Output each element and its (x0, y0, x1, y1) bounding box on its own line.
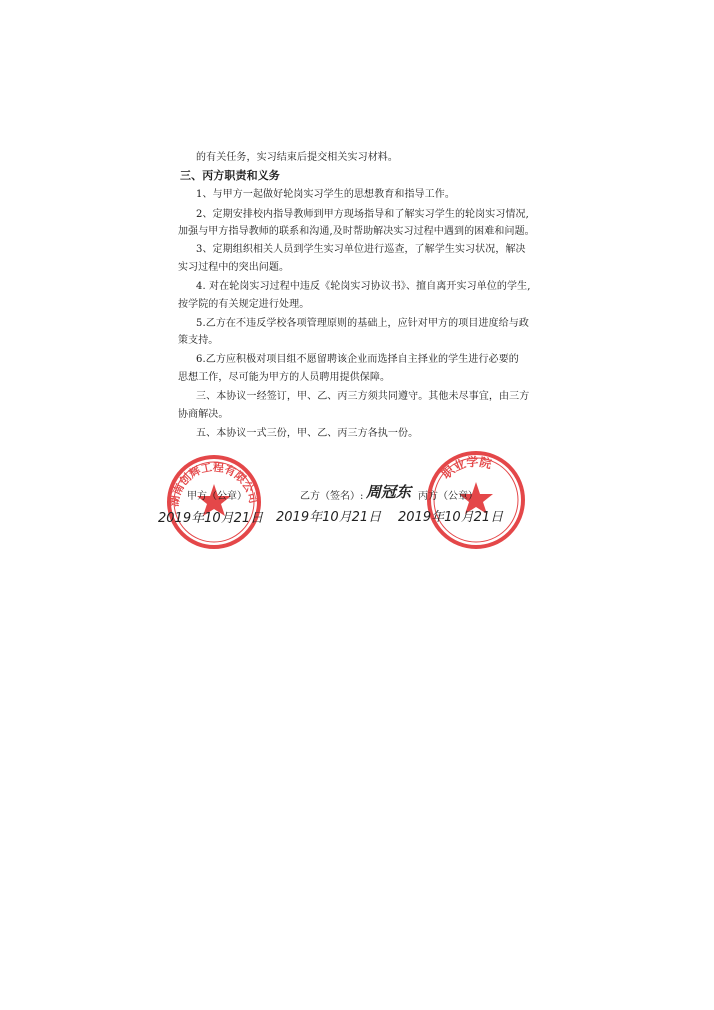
text-line: 4. 对在轮岗实习过程中违反《轮岗实习协议书》、擅自离开实习单位的学生, (196, 281, 531, 292)
party-b-date: 2019年10月21日 (276, 510, 382, 525)
text-line: 6.乙方应积极对项目组不愿留聘该企业而选择自主择业的学生进行必要的 (196, 354, 519, 365)
text-line: 5.乙方在不违反学校各项管理原则的基础上，应针对甲方的项目进度给与政 (196, 318, 529, 329)
text-line: 实习过程中的突出问题。 (178, 262, 290, 273)
text-line: 五、本协议一式三份，甲、乙、丙三方各执一份。 (196, 428, 419, 439)
text-line: 协商解决。 (178, 409, 229, 420)
text-line: 2、定期安排校内指导教师到甲方现场指导和了解实习学生的轮岗实习情况, (196, 209, 529, 220)
company-seal (164, 452, 264, 552)
svg-text:湖南创辉工程有限公司: 湖南创辉工程有限公司 (167, 460, 261, 508)
party-b-signature: 周冠东 (366, 483, 412, 501)
party-b-label: 乙方（签名）: (300, 491, 364, 502)
text-line: 加强与甲方指导教师的联系和沟通,及时帮助解决实习过程中遇到的困难和问题。 (178, 226, 535, 237)
svg-text:职业学院: 职业学院 (439, 454, 493, 482)
text-line: 策支持。 (178, 335, 219, 346)
party-c-label: 丙方（公章） (418, 491, 478, 502)
text-line: 思想工作，尽可能为甲方的人员聘用提供保障。 (178, 372, 391, 383)
text-line: 3、定期组织相关人员到学生实习单位进行巡查，了解学生实习状况，解决 (196, 244, 526, 255)
text-line: 按学院的有关规定进行处理。 (178, 299, 310, 310)
party-a-date: 2019年10月21日 (158, 511, 264, 526)
text-line: 三、本协议一经签订，甲、乙、丙三方须共同遵守。其他未尽事宜，由三方 (196, 391, 530, 402)
text-line: 1、与甲方一起做好轮岗实习学生的思想教育和指导工作。 (196, 189, 455, 200)
party-a-label: 甲方（公章） (187, 491, 247, 502)
party-c-date: 2019年10月21日 (398, 510, 504, 525)
text-line: 的有关任务，实习结束后提交相关实习材料。 (196, 152, 398, 163)
section-heading: 三、丙方职责和义务 (180, 169, 280, 182)
